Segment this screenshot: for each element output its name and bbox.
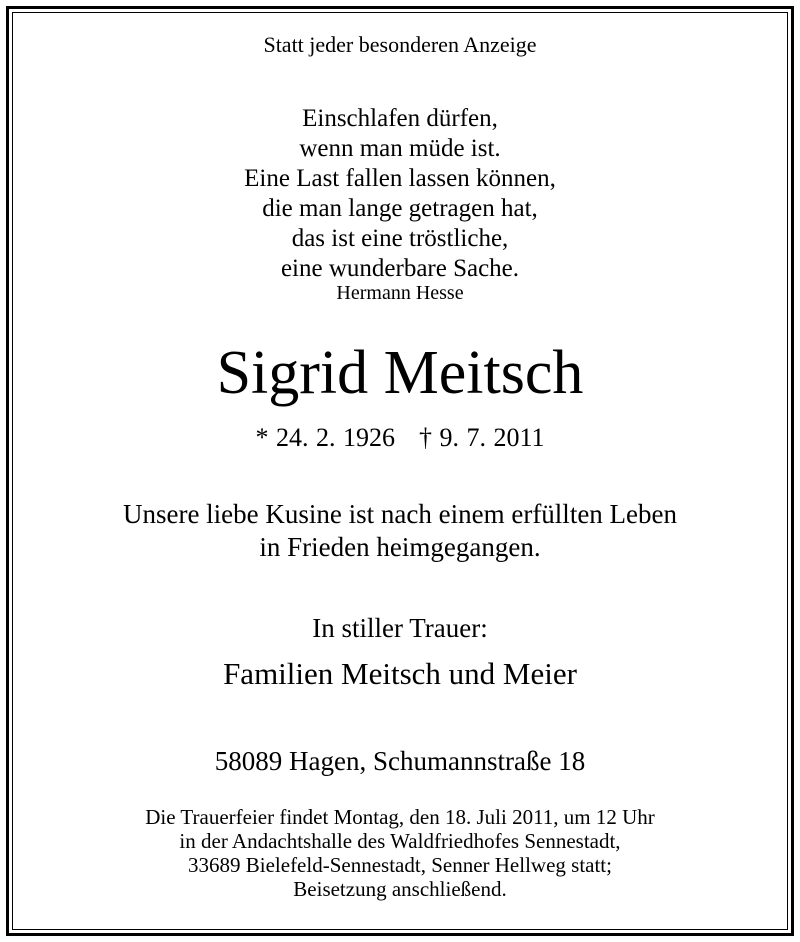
message-line: in Frieden heimgegangen. <box>259 532 541 562</box>
message-line: Unsere liebe Kusine ist nach einem erfüllten Leben <box>122 499 678 529</box>
mourners-address: 58089 Hagen, Schumannstraße 18 <box>214 746 586 776</box>
service-line: in der Andachtshalle des Waldfriedhofes Sennestadt, <box>179 829 621 853</box>
service-line: Beisetzung anschließend. <box>293 877 507 901</box>
service-line: 33689 Bielefeld-Sennestadt, Senner Hellweg statt; <box>188 853 612 877</box>
poem-line: eine wunderbare Sache. <box>280 255 520 282</box>
poem-line: die man lange getragen hat, <box>262 195 538 222</box>
poem-line: das ist eine tröstliche, <box>291 225 509 252</box>
notice-header: Statt jeder besonderen Anzeige <box>263 32 537 57</box>
life-dates <box>0 425 800 451</box>
poem-quote <box>0 104 800 284</box>
service-line: Die Trauerfeier findet Montag, den 18. Juli 2011, um 12 Uhr <box>145 805 655 829</box>
poem-line: wenn man müde ist. <box>299 135 501 162</box>
poem-line: Eine Last fallen lassen können, <box>244 165 556 192</box>
deceased-name: Sigrid Meitsch <box>216 339 584 407</box>
mourning-label: In stiller Trauer: <box>312 613 488 643</box>
poem-line: Einschlafen dürfen, <box>302 105 498 132</box>
birth-date: * 24. 2. 1926 <box>255 423 395 452</box>
death-date: † 9. 7. 2011 <box>418 423 545 452</box>
mourners-names: Familien Meitsch und Meier <box>223 656 577 691</box>
poem-author: Hermann Hesse <box>336 282 464 304</box>
funeral-service-info <box>0 805 800 901</box>
obituary-message <box>0 498 800 564</box>
